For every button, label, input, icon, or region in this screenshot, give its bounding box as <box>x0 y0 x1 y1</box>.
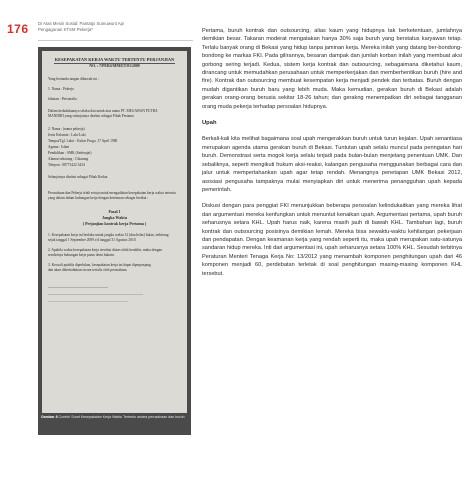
doc-title: KESEPAKATAN KERJA WAKTU TERTENTU PERJANJIAN <box>54 57 175 62</box>
section-heading: Upah <box>202 120 217 127</box>
doc-line: yang dalam dalam hubungan kerja dengan ketentuan sebagai berikut : <box>48 196 149 200</box>
doc-line: Pendidikan : SMK (Sederajat) <box>48 151 92 155</box>
figure-panel <box>38 47 191 435</box>
doc-line: Alamat sekarang : Cikarang <box>48 157 89 161</box>
contract-document-image <box>42 51 187 413</box>
doc-faded-rule <box>48 287 108 288</box>
doc-line: 3. Kecuali apabila diperlukan, kesepakatan kerja ini dapat diperpanjang <box>48 263 151 267</box>
doc-line: Dalam kedudukannya selaku dan untuk atas nama PT. MEGAWAN PUTRA <box>48 109 158 113</box>
doc-line: sendirinya hubungan kerja putus demi hukum. <box>48 253 115 257</box>
doc-line: 2. Nama : (nama pekerja) <box>48 127 85 131</box>
page-number: 176 <box>7 22 29 36</box>
doc-line: Agama : Islam <box>48 145 70 149</box>
doc-faded-rule <box>48 301 128 302</box>
doc-line: sejak tanggal 1 September 2009 s/d tanggal 31 Agustus 2010. <box>48 238 137 242</box>
doc-line: Telepon : 08771422 3434 <box>48 163 85 167</box>
caption-label: Gambar 8 <box>41 415 58 419</box>
body-paragraph: Berkali-kali kita melihat bagaimana soal upah mengerakkan buruh untuk turun kejalan. Upah senantiasa merupakan agenda utama gerakan buruh di Bekasi. Tuntutan upah selalu muncul pada peringatan hari buruh. Demonstrasi serta mogok kerja selalu terjadi pada bulan-bulan menjelang penentuan UMK. Dan sebaliknya, seperti mengikuti hukum aksi-reaksi, kalangan pengusaha menggunakan berbagai cara dan jalur untuk mempertahankan upah agar tetap rendah. Menangnya penetapan UMK Bekasi 2012, asosiasi pengusaha tampaknya mulai menyiapkan diri untuk menerima penangguhan upah kepada pemerintah. <box>202 136 462 193</box>
doc-line: dan akan diberitahukan secara tertulis oleh perusahaan. <box>48 268 128 272</box>
running-head-line1: Di Atas Mesin Sosial: Pantatjo Sumuwunt Api <box>38 21 124 26</box>
body-paragraph: Pertama, buruh kontrak dan outsourcing, alias kaum yang hidupnya tak berketentuan, jumlahnya demikian besar. Takaran moderat mengatakan hanya 30% saja buruh yang berstatus karyawan tetap. Terlalu banyak orang di Bekasi yang hidup tanpa jaminan kerja. Mereka inilah yang datang ber-bondong-bondong ke markas FKI. Pada gilirannya, besaran dampak dan jumlah korban inilah yang membuat aksi gorbong sering terjadi. Kedua, sistem kerja kontrak dan outsourcing, sebagaimana diketahui kaum, dirancang untuk memudahkan perusahaan untuk memperkerjakan dan memberhentikan buruh (hire and fire). Kontrak dan outsourcing membuat kesempatan kerja menjadi pendek dan terbatas. Buruh dengan mudah digantikan buruh baru yang lebih muda. Maka kemudian, gerakan buruh di Bekasi adalah gerakan orang-orang berusia sekitar 18-26 tahun; dan gerakng menempatkan diri sebagai tangganan orang muda pekerja terhadap persoalan hidupnya. <box>202 28 462 110</box>
doc-article-number: Pasal 1 <box>108 209 121 214</box>
doc-faded-rule <box>48 294 143 295</box>
running-head <box>38 21 124 33</box>
doc-line: Jenis Kelamin : Laki-Laki <box>48 133 86 137</box>
running-head-line2: Pengagunan KTSM Pekerja* <box>38 27 93 32</box>
body-paragraph: Diskusi dengan para penggiat FKI menunjukkan beberapa persoalan kelindukaitkan yang mereka lihat dan argumentasi mereka kenfungkan untuk menuntut kenaikan upah. Argumentasi pertama, upah buruh seharusnya setara KHL. Upah harus naik, karena masih jauh di bawah KHL. Tambahan lagi, buruh kontrak dan outsourcing posisinya demikian lemah. Mereka bisa sewaktu-waktu kehilangan pekerjaan dan pendapatan. Dengan keamanan kerja yang rendah seperti itu, maka upah merupakan satu-satunya sandaran hidup mereka. Inti dari argumentasi ini, upah seharusnya setara 100% KHL. Sesudah terbitnya Peraturan Menteri Tenaga Kerja No: 13/2012 yang menambah komponen penghitungan upah dari 46 komponen menjadi 60, perdebatan terletak di soal penghitungan masing-masing komponen KHL tersebut. <box>202 203 462 277</box>
doc-line: 2. Apabila waktu kesepakatan kerja tersebut diatas telah berakhir, maka dengan <box>48 248 163 252</box>
doc-line: MANDIRI yang selanjutnya disebut sebagai Pihak Pertama <box>48 114 134 118</box>
doc-article-title: Jangka Waktu <box>102 215 127 220</box>
figure-caption <box>41 415 188 420</box>
header-rule <box>38 40 193 41</box>
doc-line: 1. Nama : Pekerja <box>48 87 74 91</box>
doc-line: Tempat/Tgl. Lahir : Kulon Progo, 17 April 1980 <box>48 139 118 143</box>
doc-subtitle: NO. : 7/PERS/MM/ET/01/2009 <box>89 64 140 68</box>
doc-line: Yang bertanda tangan dibawah ini : <box>48 77 99 81</box>
body-text-column <box>202 27 462 286</box>
doc-title-underline <box>54 63 175 64</box>
doc-line: Jabatan : Personalia <box>48 97 77 101</box>
doc-line: 1. Kesepakatan kerja ini berlaku untuk jangka waktu 12 (dua belas) bulan, terhitung <box>48 233 169 237</box>
caption-text: Contoh Surat Kesepakatan Kerja Waktu Tertentu antara perusahaan dan buruh <box>58 415 185 419</box>
doc-line: Perusahaan dan Pekerja telah setuju untuk mengadakan kesepakatan kerja waktu tertentu <box>48 191 176 195</box>
doc-article-subtitle: ( Perjanjian kontrak kerja Pertama ) <box>82 221 147 226</box>
doc-line: Selanjutnya disebut sebagai Pihak Kedua <box>48 175 108 179</box>
